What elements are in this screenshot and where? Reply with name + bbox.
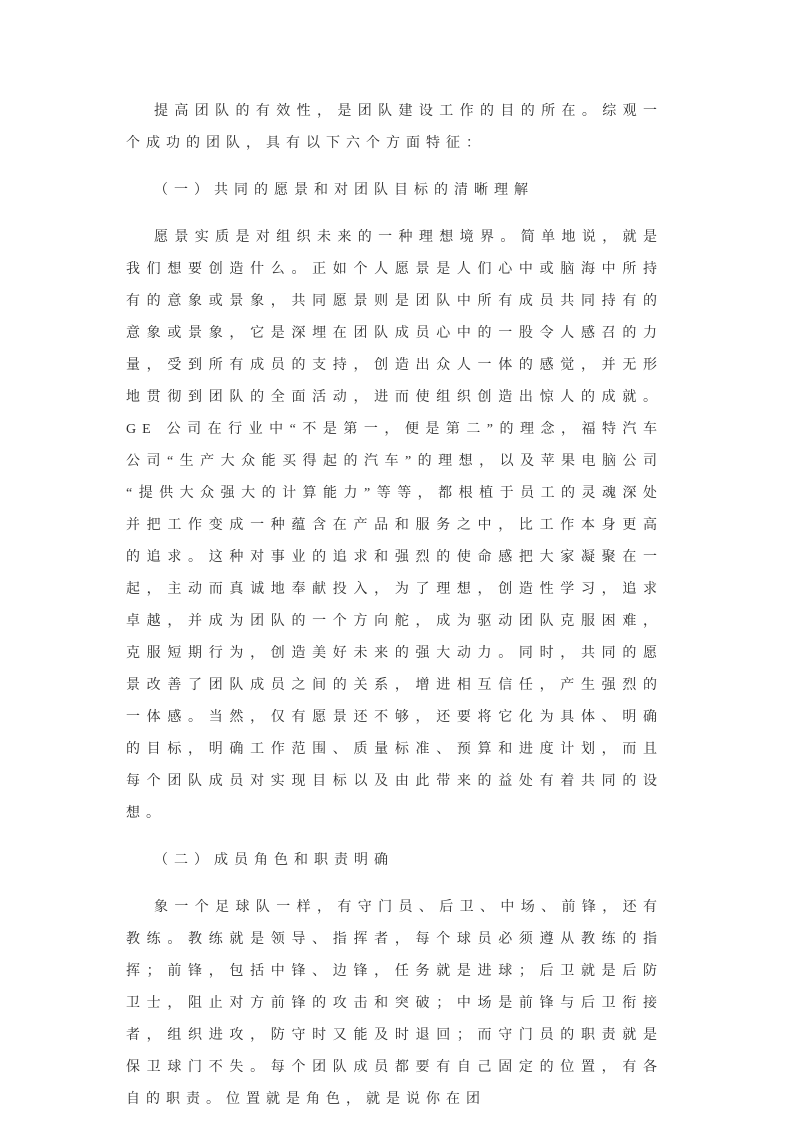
section-heading: （二）成员角色和职责明确 [154,853,394,868]
paragraph: 提高团队的有效性，是团队建设工作的目的所在。综观一个成功的团队，具有以下六个方面特征： [126,104,663,151]
document-content [126,96,663,1116]
section-heading: （一）共同的愿景和对团队目标的清晰理解 [154,183,534,198]
paragraph: 象一个足球队一样，有守门员、后卫、中场、前锋，还有教练。教练就是领导、指挥者，每个球员必须遵从教练的指挥；前锋，包括中锋、边锋，任务就是进球；后卫就是后防卫士，阻止对方前锋的攻击和突破；中场是前锋与后卫衔接者，组织进攻，防守时又能及时退回；而守门员的职责就是保卫球门不失。每个团队成员都要有自己固定的位置，有各自的职责。位置就是角色，就是说你在团 [126,900,663,1107]
paragraph: 愿景实质是对组织未来的一种理想境界。简单地说，就是我们想要创造什么。正如个人愿景是人们心中或脑海中所持有的意象或景象，共同愿景则是团队中所有成员共同持有的意象或景象，它是深埋在团队成员心中的一股令人感召的力量，受到所有成员的支持，创造出众人一体的感觉，并无形地贯彻到团队的全面活动，进而使组织创造出惊人的成就。GE 公司在行业中“不是第一，便是第二”的理念，福特汽车公司“生产大众能买得起的汽车”的理想，以及苹果电脑公司“提供大众强大的计算能力”等等，都根植于员工的灵魂深处并把工作变成一种蕴含在产品和服务之中，比工作本身更高的追求。这种对事业的追求和强烈的使命感把大家凝聚在一起，主动而真诚地奉献投入，为了理想，创造性学习，追求卓越，并成为团队的一个方向舵，成为驱动团队克服困难，克服短期行为，创造美好未来的强大动力。同时，共同的愿景改善了团队成员之间的关系，增进相互信任，产生强烈的一体感。当然，仅有愿景还不够，还要将它化为具体、明确的目标，明确工作范围、质量标准、预算和进度计划，而且每个团队成员对实现目标以及由此带来的益处有着共同的设想。 [126,230,663,821]
